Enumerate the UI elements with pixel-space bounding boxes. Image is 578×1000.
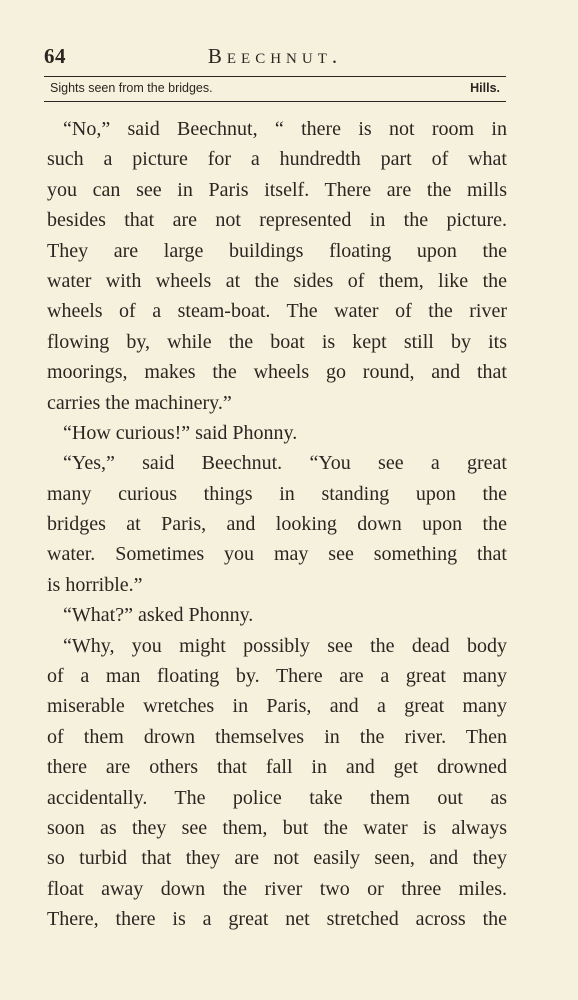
text-line: soon as they see them, but the water is always xyxy=(47,816,507,839)
text-line: besides that are not represented in the picture. xyxy=(47,209,507,232)
page-number: 64 xyxy=(44,44,66,68)
text-line: water with wheels at the sides of them, like the xyxy=(47,269,507,292)
header-rule xyxy=(44,76,506,77)
text-line: There, there is a great net stretched across the xyxy=(47,908,507,931)
text-line: float away down the river two or three miles. xyxy=(47,877,507,900)
text-line: wheels of a steam-boat. The water of the river xyxy=(47,300,507,323)
text-line: They are large buildings floating upon the xyxy=(47,239,507,262)
text-line: “No,” said Beechnut, “ there is not room in xyxy=(63,118,507,140)
text-line: many curious things in standing upon the xyxy=(47,482,507,505)
text-line: water. Sometimes you may see something that xyxy=(47,543,507,566)
text-line: of a man floating by. There are a great many xyxy=(47,665,507,688)
text-line: moorings, makes the wheels go round, and that xyxy=(47,361,507,384)
body-text xyxy=(47,114,507,935)
text-line: accidentally. The police take them out as xyxy=(47,786,507,809)
page-header xyxy=(44,44,506,74)
text-line: “How curious!” said Phonny. xyxy=(63,421,298,444)
text-line: is horrible.” xyxy=(47,573,143,596)
running-title: Beechnut. xyxy=(207,44,343,68)
text-line: miserable wretches in Paris, and a great many xyxy=(47,695,507,718)
text-line: carries the machinery.” xyxy=(47,391,232,414)
text-line: flowing by, while the boat is kept still by its xyxy=(47,330,507,353)
text-line: bridges at Paris, and looking down upon the xyxy=(47,513,507,536)
subheader-right-topic: Hills. xyxy=(470,81,500,95)
subheader-rule xyxy=(44,101,506,102)
marginal-subheader xyxy=(50,81,500,99)
text-line: you can see in Paris itself. There are the mills xyxy=(47,178,507,201)
subheader-left-topic: Sights seen from the bridges. xyxy=(50,81,213,95)
text-line: “What?” asked Phonny. xyxy=(63,604,254,627)
text-line: of them drown themselves in the river. Then xyxy=(47,725,507,748)
text-line: “Why, you might possibly see the dead body xyxy=(63,634,507,657)
text-line: so turbid that they are not easily seen, and they xyxy=(47,847,507,870)
text-line: there are others that fall in and get drowned xyxy=(47,756,507,779)
text-line: “Yes,” said Beechnut. “You see a great xyxy=(63,452,507,475)
text-line: such a picture for a hundredth part of what xyxy=(47,148,507,171)
